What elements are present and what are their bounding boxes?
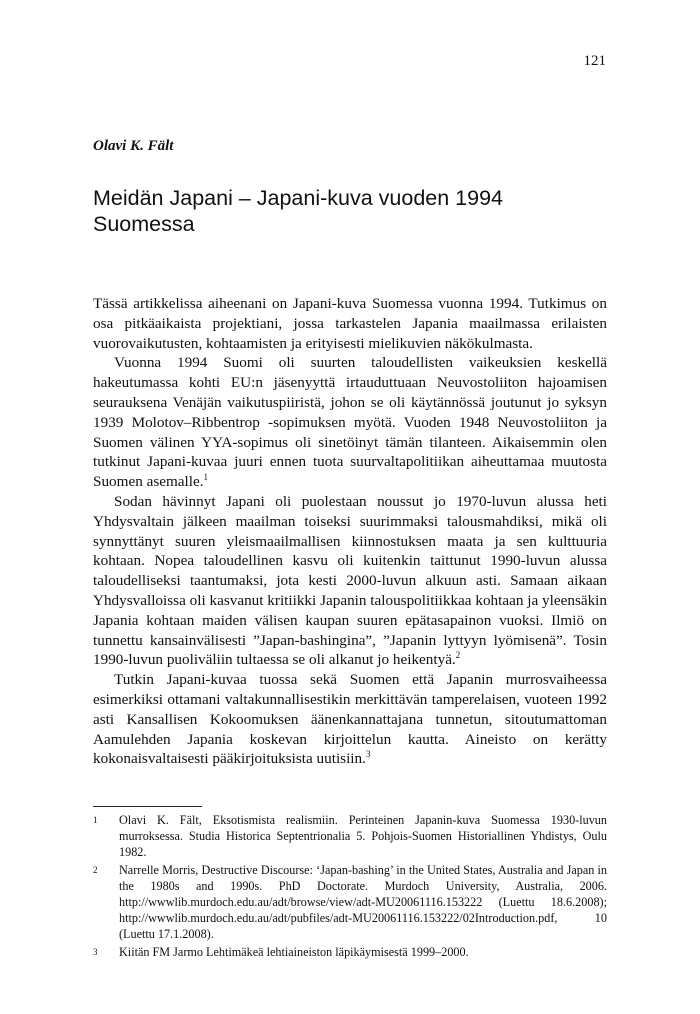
paragraph-text: Tässä artikkelissa aiheenani on Japani-kuva Suomessa vuonna 1994. Tutkimus on osa pitkäaikaista projektiani, jossa tarkastelen Japania maailmassa erilaisten vuorovaikutusten, kohtaamisten ja erityisesti mielikuvien näkökulmasta. [93,295,607,352]
paragraph-text: Vuonna 1994 Suomi oli suurten taloudellisten vaikeuksien keskellä hakeutumassa kohti EU:n jäsenyyttä irtauduttuaan Neuvostoliiton hajoamisen seurauksena Venäjän vaikutuspiiristä, johon se oli käytännössä joutunut jo syksyn 1939 Molotov–Ribbentrop -sopimuksen myötä. Vuoden 1948 Neuvostoliiton ja Suomen välinen YYA-sopimus oli sinetöinyt tämän tilanteen. Aikaisemmin olen tutkinut Japani-kuvaa juuri ennen tuota suurvaltapolitiikan aiheuttamaa muutosta Suomen asemalle. [93,354,607,491]
paragraph-3 [93,492,607,670]
footnote-number: 3 [93,946,98,957]
footnote-ref[interactable]: 2 [455,650,461,661]
paragraph-2 [93,353,607,492]
footnote-text: Olavi K. Fält, Eksotismista realismiin. Perinteinen Japanin-kuva Suomessa 1930-luvun murroksessa. Studia Historica Septentrionalia 5. Pohjois-Suomen Historiallinen Yhdistys, Oulu 1982. [119,813,607,860]
author-name: Olavi K. Fält [93,138,174,154]
footnote-separator [93,806,202,807]
footnote-ref[interactable]: 1 [203,472,209,483]
paragraph-1 [93,294,607,353]
article-body [93,294,607,769]
footnote [93,944,607,960]
footnote-number: 1 [93,815,98,825]
footnote-number: 2 [93,864,98,875]
article-title [93,185,613,237]
page-number: 121 [583,53,606,69]
paragraph-text: Tutkin Japani-kuvaa tuossa sekä Suomen että Japanin murrosvaiheessa esimerkiksi ottamani valtakunnallisestikin merkittävän tamperelaisen, vuoteen 1992 asti Kansallisen Kokoomuksen äänenkannattajana tunnetun, sitoutumattoman Aamulehden Japania koskevan kirjoittelun kautta. Aineisto on kerätty kokonaisvaltaisesti pääkirjoituksista uutisiin. [93,671,607,768]
title-line-1: Meidän Japani – Japani-kuva vuoden 1994 [93,186,503,210]
paragraph-text: Sodan hävinnyt Japani oli puolestaan noussut jo 1970-luvun alussa heti Yhdysvaltain jälkeen maailman toiseksi suurimmaksi talousmahdiksi, mikä oli synnyttänyt suuren yleismaailmallisen kiinnostuksen maata ja sen kulttuuria kohtaan. Nopea taloudellinen kasvu oli kuitenkin taittunut 1990-luvun alussa taloudelliseksi taantumaksi, jota kesti 2000-luvun alkuun asti. Samaan aikaan Yhdysvalloissa oli kasvanut kritiikki Japanin talouspolitiikkaa kohtaan ja yleensäkin Japania kohtaan maiden välisen kaupan suuren epätasapainon vuoksi. Ilmiö on tunnettu kansainvälisesti ”Japan-bashingina”, ”Japanin lyttyyn lyömisenä”. Tosin 1990-luvun puoliväliin tultaessa se oli alkanut jo heikentyä. [93,492,607,669]
footnote-text: Kiitän FM Jarmo Lehtimäkeä lehtiaineiston läpikäymisestä 1999–2000. [119,944,469,959]
footnote-ref[interactable]: 3 [365,749,371,760]
footnote-text: Narrelle Morris, Destructive Discourse: ‘Japan-bashing’ in the United States, Australia and Japan in the 1980s and 1990s. PhD Doctorate. Murdoch University, Australia, 2006. http://wwwlib.murdoch.edu.au/adt/browse/view/adt-MU20061116.153222 (Luettu 18.6.2008); http://wwwlib.murdoch.edu.au/adt/pubfiles/adt-MU20061116.153222/02Introduction.pdf, 10 (Luettu 17.1.2008). [119,862,607,942]
paragraph-4 [93,670,607,769]
footnotes [93,812,607,961]
title-line-2: Suomessa [93,212,195,236]
footnote [93,862,607,943]
footnote [93,812,607,861]
